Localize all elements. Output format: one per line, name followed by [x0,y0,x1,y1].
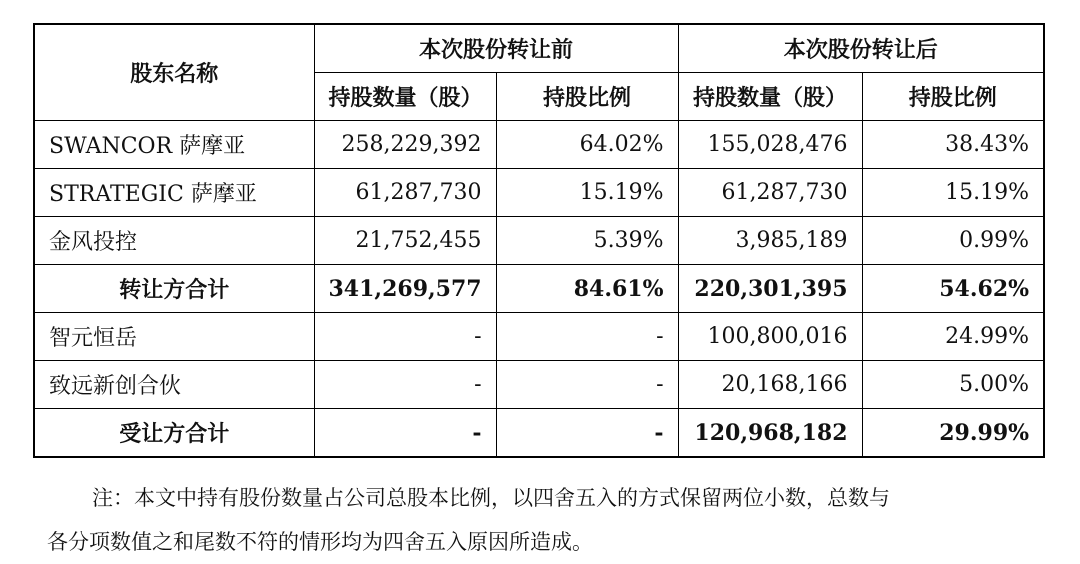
shares-before: - [314,313,496,361]
shares-after: 100,800,016 [678,313,862,361]
shareholder-name: 智元恒岳 [34,313,314,361]
shares-after: 20,168,166 [678,361,862,409]
footnote-line-1: 注：本文中持有股份数量占公司总股本比例，以四舍五入的方式保留两位小数，总数与 [92,486,890,510]
ratio-after: 38.43% [862,121,1044,169]
ratio-after: 15.19% [862,169,1044,217]
footnote-line-2: 各分项数值之和尾数不符的情形均为四舍五入原因所造成。 [47,530,593,554]
shares-before: - [314,409,496,458]
table-row [34,313,1044,361]
shareholder-name: 致远新创合伙 [34,361,314,409]
header-before-transfer: 本次股份转让前 [314,24,678,73]
header-after-transfer: 本次股份转让后 [678,24,1044,73]
table-row [34,169,1044,217]
ratio-before: 64.02% [496,121,678,169]
ratio-after: 24.99% [862,313,1044,361]
shareholder-name: SWANCOR 萨摩亚 [34,121,314,169]
header-shares-before: 持股数量（股） [314,73,496,121]
shares-after: 220,301,395 [678,265,862,313]
header-shareholder-name: 股东名称 [34,24,314,121]
shares-before: 21,752,455 [314,217,496,265]
shareholder-name: 金风投控 [34,217,314,265]
transferor-total-row [34,265,1044,313]
header-row-1 [34,24,1044,73]
header-shares-after: 持股数量（股） [678,73,862,121]
transferee-total-label: 受让方合计 [34,409,314,458]
ratio-after: 54.62% [862,265,1044,313]
shares-after: 120,968,182 [678,409,862,458]
document-body [33,23,1045,458]
table-row [34,121,1044,169]
ratio-before: - [496,409,678,458]
ratio-before: 15.19% [496,169,678,217]
ratio-before: 5.39% [496,217,678,265]
header-ratio-before: 持股比例 [496,73,678,121]
ratio-before: - [496,361,678,409]
ratio-after: 29.99% [862,409,1044,458]
header-ratio-after: 持股比例 [862,73,1044,121]
table-row [34,217,1044,265]
shares-before: 258,229,392 [314,121,496,169]
shares-before: - [314,361,496,409]
ratio-after: 0.99% [862,217,1044,265]
shares-after: 155,028,476 [678,121,862,169]
shares-before: 61,287,730 [314,169,496,217]
ratio-before: - [496,313,678,361]
transferee-total-row [34,409,1044,458]
transferor-total-label: 转让方合计 [34,265,314,313]
shareholding-table [33,23,1045,458]
shares-after: 61,287,730 [678,169,862,217]
table-row [34,361,1044,409]
shares-before: 341,269,577 [314,265,496,313]
ratio-after: 5.00% [862,361,1044,409]
ratio-before: 84.61% [496,265,678,313]
shares-after: 3,985,189 [678,217,862,265]
shareholder-name: STRATEGIC 萨摩亚 [34,169,314,217]
